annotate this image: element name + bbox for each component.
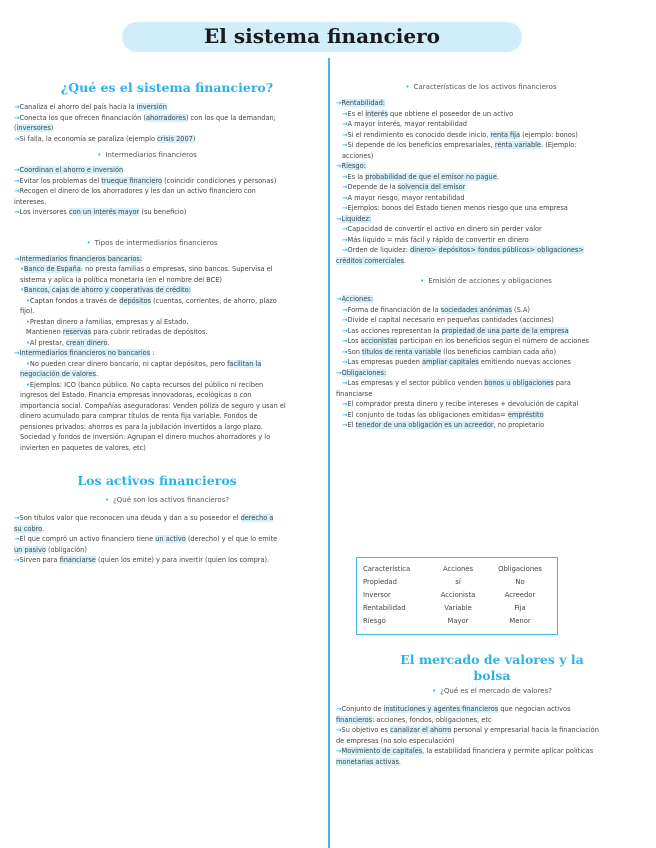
arrow-icon: → bbox=[14, 134, 20, 143]
table-cell: Propiedad bbox=[363, 577, 397, 586]
subsection-heading: • ¿Qué son los activos financieros? bbox=[104, 496, 230, 504]
right-column-bottom bbox=[336, 652, 648, 767]
arrow-icon: → bbox=[342, 400, 348, 408]
line-text: Ejemplos: bonos del Estado tienen menos riesgo que una empresa bbox=[347, 204, 568, 212]
text-line bbox=[336, 399, 648, 410]
line-text: (derecho) y el que lo emite bbox=[185, 535, 278, 543]
text-line bbox=[336, 347, 648, 358]
line-text: dinero acumulado para comprar títulos de renta fija variable. Fondos de bbox=[20, 412, 258, 420]
right-column bbox=[336, 82, 648, 431]
line-text: (S.A) bbox=[511, 305, 530, 314]
highlighted-text: inversión bbox=[136, 103, 167, 111]
line-text: Prestan dinero a familias, empresas y al Estado. bbox=[29, 317, 189, 326]
line-text: ( bbox=[14, 124, 17, 132]
line-text: . bbox=[496, 172, 499, 181]
highlighted-text: Obligaciones: bbox=[341, 368, 387, 377]
line-text: Divide el capital necesario en pequeñas cantidades (acciones) bbox=[347, 316, 554, 324]
arrow-icon: • bbox=[26, 317, 30, 326]
highlighted-text: instituciones y agentes financieros bbox=[383, 705, 499, 713]
line-text: Forma de financiación de la bbox=[347, 305, 441, 314]
section-body bbox=[14, 254, 320, 454]
arrow-icon: → bbox=[14, 187, 20, 195]
text-line bbox=[336, 294, 648, 305]
table-cell: No bbox=[515, 577, 525, 586]
highlighted-text: con un interés mayor bbox=[68, 208, 140, 216]
text-line bbox=[336, 704, 648, 715]
highlighted-text: empréstito bbox=[507, 410, 544, 419]
line-text: Los bbox=[347, 337, 361, 345]
text-line bbox=[336, 214, 648, 225]
bullet-icon: • bbox=[420, 277, 425, 285]
arrow-icon: → bbox=[342, 410, 348, 419]
section-heading: Los activos financieros bbox=[77, 473, 237, 488]
line-text: Si falla, la economía se paraliza (ejemplo bbox=[19, 134, 158, 143]
text-line bbox=[14, 254, 320, 265]
text-line bbox=[14, 113, 320, 124]
arrow-icon: → bbox=[342, 225, 348, 233]
line-text: Sirven para bbox=[19, 556, 60, 564]
text-line bbox=[14, 123, 320, 134]
line-text: Canaliza el ahorro del país hacia la bbox=[19, 103, 137, 111]
line-text: . bbox=[42, 524, 45, 533]
arrow-icon: → bbox=[342, 347, 348, 356]
text-line bbox=[14, 390, 320, 401]
arrow-icon: → bbox=[14, 208, 20, 216]
text-line bbox=[336, 140, 648, 151]
table-cell: Menor bbox=[509, 616, 531, 625]
text-line bbox=[336, 357, 648, 368]
text-line bbox=[14, 176, 320, 187]
arrow-icon: → bbox=[336, 368, 342, 377]
arrow-icon: → bbox=[14, 113, 20, 122]
section-body bbox=[336, 294, 648, 431]
highlighted-text: Rentabilidad: bbox=[341, 99, 385, 107]
line-text: . (Ejemplo: bbox=[541, 141, 577, 149]
line-text: : bbox=[150, 349, 155, 357]
highlighted-text: reservas bbox=[62, 328, 92, 336]
highlighted-text: sociedades anónimas bbox=[440, 305, 512, 314]
section-body bbox=[336, 98, 648, 266]
table-cell: Acciones bbox=[442, 564, 474, 573]
text-line bbox=[14, 348, 320, 359]
text-line bbox=[14, 359, 320, 370]
highlighted-text: Acciones: bbox=[341, 295, 373, 303]
line-text: Son títulos valor que reconocen una deuda y dan a su poseedor el bbox=[19, 514, 241, 522]
arrow-icon: • bbox=[26, 296, 30, 305]
arrow-icon: • bbox=[26, 359, 30, 368]
line-text: El conjunto de todas las obligaciones emitidas= bbox=[347, 410, 508, 419]
highlighted-text: ahorradores bbox=[146, 113, 186, 122]
text-line bbox=[14, 197, 320, 208]
table-cell: Rentabilidad bbox=[363, 603, 406, 612]
highlighted-text: probabilidad de que el emisor no pague bbox=[365, 172, 497, 181]
arrow-icon: → bbox=[342, 358, 348, 366]
line-text: ingresos del Estado. Financia empresas innovadoras, ecológicas o con bbox=[20, 391, 252, 399]
arrow-icon: • bbox=[26, 338, 30, 347]
bullet-icon: • bbox=[86, 238, 91, 247]
text-line bbox=[336, 389, 648, 400]
table-row bbox=[363, 601, 551, 614]
highlighted-text: un activo bbox=[155, 535, 186, 543]
arrow-icon: → bbox=[342, 337, 348, 345]
line-text: Es el bbox=[347, 109, 366, 118]
highlighted-text: accionistas bbox=[360, 337, 398, 345]
line-text: Mantienen bbox=[26, 328, 63, 336]
line-text: emitiendo nuevas acciones bbox=[478, 358, 571, 366]
highlighted-text: facilitan la bbox=[227, 359, 262, 368]
highlighted-text: crean dinero bbox=[66, 338, 108, 347]
line-text: (ejemplo: bonos) bbox=[520, 130, 578, 139]
text-line bbox=[14, 369, 320, 380]
comparison-table bbox=[356, 557, 558, 635]
line-text: Más líquido = más fácil y rápido de convertir en dinero bbox=[347, 235, 529, 244]
text-line bbox=[336, 161, 648, 172]
arrow-icon: → bbox=[342, 141, 348, 149]
arrow-icon: → bbox=[342, 235, 348, 244]
text-line bbox=[14, 186, 320, 197]
text-line bbox=[14, 380, 320, 391]
arrow-icon: → bbox=[342, 183, 348, 191]
highlighted-text: depósitos bbox=[119, 296, 152, 305]
line-text: Evitar los problemas del bbox=[19, 176, 102, 185]
highlighted-text: su cobro bbox=[14, 524, 43, 533]
line-text: Conjunto de bbox=[341, 705, 384, 713]
line-text: : acciones, fondos, obligaciones, etc bbox=[372, 715, 492, 724]
highlighted-text: créditos comerciales bbox=[336, 256, 404, 265]
arrow-icon: → bbox=[14, 514, 20, 522]
arrow-icon: → bbox=[342, 326, 348, 335]
line-text: (su beneficio) bbox=[139, 208, 187, 216]
arrow-icon: → bbox=[336, 214, 342, 223]
line-text: que obtiene el poseedor de un activo bbox=[387, 109, 514, 118]
arrow-icon: • bbox=[20, 265, 24, 273]
line-text: financiarse bbox=[336, 389, 373, 398]
section-body bbox=[336, 704, 648, 767]
table-cell: Variable bbox=[444, 603, 472, 612]
line-text: Su objetivo es bbox=[341, 726, 391, 734]
arrow-icon: → bbox=[14, 176, 20, 185]
section-body bbox=[14, 513, 320, 566]
text-line bbox=[14, 545, 320, 556]
line-text: Si el rendimiento es conocido desde inicio, bbox=[347, 130, 491, 139]
arrow-icon: → bbox=[342, 316, 348, 324]
highlighted-text: interés bbox=[365, 109, 388, 118]
line-text: El comprador presta dinero y recibe intereses + devolución de capital bbox=[347, 400, 579, 408]
highlighted-text: Movimiento de capitales bbox=[341, 747, 423, 755]
arrow-icon: → bbox=[342, 109, 348, 118]
line-text: ) bbox=[50, 124, 54, 132]
text-line bbox=[336, 224, 648, 235]
table-row bbox=[363, 614, 551, 627]
line-text: Conecta los que ofrecen financiación ( bbox=[19, 113, 146, 122]
text-line bbox=[14, 411, 320, 422]
line-text: No pueden crear dinero bancario, ni captar depósitos, pero bbox=[29, 359, 228, 368]
text-line bbox=[336, 182, 648, 193]
text-line bbox=[14, 264, 320, 275]
text-line bbox=[336, 315, 648, 326]
highlighted-text: Banco de España bbox=[23, 265, 81, 273]
text-line bbox=[14, 443, 320, 454]
arrow-icon: → bbox=[342, 130, 348, 139]
text-line bbox=[336, 746, 648, 757]
subsection-heading: • Características de los activos financieros bbox=[405, 83, 557, 91]
arrow-icon: → bbox=[14, 103, 20, 111]
line-text: intereses. bbox=[14, 197, 47, 206]
subsection-heading: • Intermediarios financieros bbox=[97, 151, 197, 159]
text-line bbox=[336, 98, 648, 109]
text-line bbox=[336, 203, 648, 214]
line-text: fijo). bbox=[20, 307, 35, 315]
text-line bbox=[14, 165, 320, 176]
arrow-icon: → bbox=[342, 379, 348, 387]
line-text: importancia social. Compañías aseguradoras: Venden póliza de seguro y usan el bbox=[20, 401, 286, 410]
highlighted-text: bonos u obligaciones bbox=[484, 379, 554, 387]
text-line bbox=[336, 172, 648, 183]
section-body bbox=[14, 102, 320, 144]
text-line bbox=[336, 193, 648, 204]
text-line bbox=[14, 401, 320, 412]
text-line bbox=[14, 534, 320, 545]
text-line bbox=[14, 422, 320, 433]
text-line bbox=[336, 715, 648, 726]
line-text: (los beneficios cambian cada año) bbox=[441, 347, 557, 356]
line-text: Ejemplos: ICO (banco público. No capta recursos del público ni reciben bbox=[29, 380, 264, 389]
text-line bbox=[14, 513, 320, 524]
highlighted-text: inversores bbox=[16, 124, 51, 132]
highlighted-text: Intermediarios financieros no bancarios bbox=[19, 349, 151, 357]
text-line bbox=[14, 285, 320, 296]
line-text: , la estabilidad financiera y permite aplicar políticas bbox=[422, 747, 594, 755]
line-text: Al prestar, bbox=[29, 338, 67, 347]
line-text: El bbox=[347, 421, 356, 429]
text-line bbox=[336, 305, 648, 316]
highlighted-text: negociación de valores bbox=[20, 370, 96, 378]
highlighted-text: Liquidez: bbox=[341, 214, 372, 223]
arrow-icon: → bbox=[336, 162, 342, 170]
text-line bbox=[336, 130, 648, 141]
line-text: Son bbox=[347, 347, 363, 356]
text-line bbox=[14, 207, 320, 218]
table-cell: Inversor bbox=[363, 590, 391, 599]
bullet-icon: • bbox=[432, 687, 437, 695]
section-heading: ¿Qué es el sistema financiero? bbox=[60, 80, 274, 95]
comparison-table-grid bbox=[363, 562, 551, 627]
line-text: invierten en paquetes de valores, etc) bbox=[20, 443, 146, 452]
text-line bbox=[14, 306, 320, 317]
text-line bbox=[14, 296, 320, 307]
line-text: Recogen el dinero de los ahorradores y les dan un activo financiero con bbox=[19, 187, 256, 195]
text-line bbox=[14, 327, 320, 338]
line-text: . bbox=[398, 757, 402, 766]
text-line bbox=[336, 151, 648, 162]
text-line bbox=[336, 235, 648, 246]
line-text: A mayor riesgo, mayor rentabilidad bbox=[347, 193, 465, 202]
arrow-icon: → bbox=[342, 193, 348, 202]
text-line bbox=[336, 336, 648, 347]
line-text: ) con los que la demandan; bbox=[185, 113, 276, 122]
highlighted-text: tenedor de una obligación es un acreedor bbox=[355, 421, 494, 429]
arrow-icon: → bbox=[342, 204, 348, 212]
text-line bbox=[14, 555, 320, 566]
text-line bbox=[14, 432, 320, 443]
highlighted-text: monetarias activas bbox=[336, 757, 399, 766]
table-row bbox=[363, 575, 551, 588]
section-heading-line2: bolsa bbox=[473, 668, 511, 683]
arrow-icon: • bbox=[26, 380, 30, 389]
highlighted-text: un pasivo bbox=[14, 545, 46, 554]
line-text: (cuentas, corrientes, de ahorro, plazo bbox=[151, 296, 277, 305]
line-text: pensiones privados: ahorros es para la jubilación invertidos a largo plazo. bbox=[20, 422, 263, 431]
arrow-icon: → bbox=[336, 747, 342, 755]
highlighted-text: Bancos, cajas de ahorro y cooperativas de crédito: bbox=[23, 286, 191, 294]
section-heading: El mercado de valores y la bbox=[400, 652, 584, 667]
highlighted-text: financiarse bbox=[59, 556, 96, 564]
arrow-icon: → bbox=[342, 305, 348, 314]
subsection-heading: • ¿Qué es el mercado de valores? bbox=[432, 687, 552, 695]
arrow-icon: → bbox=[336, 295, 342, 303]
table-cell: Característica bbox=[363, 564, 411, 573]
highlighted-text: crisis 2007 bbox=[157, 134, 193, 143]
line-text: de empresas (no solo especulación) bbox=[336, 736, 455, 745]
text-line bbox=[336, 109, 648, 120]
arrow-icon: → bbox=[342, 246, 348, 254]
arrow-icon: → bbox=[14, 166, 20, 174]
highlighted-text: ampliar capitales bbox=[422, 358, 479, 366]
highlighted-text: derecho a bbox=[240, 514, 274, 522]
line-text: Sociedad y fondos de inversión: Agrupan el dinero muchos ahorradores y lo bbox=[20, 433, 271, 441]
table-cell: Mayor bbox=[447, 616, 469, 625]
line-text: Depende de la bbox=[347, 183, 398, 191]
line-text: acciones) bbox=[342, 151, 374, 160]
text-line bbox=[336, 736, 648, 747]
text-line bbox=[336, 378, 648, 389]
line-text: Capacidad de convertir el activo en dinero sin perder valor bbox=[347, 225, 542, 233]
line-text: participan en los beneficios según el número de acciones bbox=[397, 337, 589, 345]
text-line bbox=[336, 326, 648, 337]
line-text: A mayor interés, mayor rentabilidad bbox=[347, 120, 467, 128]
highlighted-text: financieros bbox=[336, 715, 373, 724]
table-cell: Fija bbox=[514, 603, 526, 612]
subsection-heading: • Emisión de acciones y obligaciones bbox=[420, 277, 552, 285]
arrow-icon: → bbox=[336, 99, 342, 107]
line-text: Los inversores bbox=[19, 208, 69, 216]
text-line bbox=[336, 757, 648, 768]
arrow-icon: → bbox=[336, 726, 342, 734]
line-text: (coincidir condiciones y personas) bbox=[162, 176, 277, 185]
bullet-icon: • bbox=[97, 151, 102, 159]
highlighted-text: títulos de renta variable bbox=[362, 347, 442, 356]
line-text: para cubrir retiradas de depósitos. bbox=[91, 328, 208, 336]
highlighted-text: trueque financiero bbox=[101, 176, 163, 185]
arrow-icon: → bbox=[342, 120, 348, 128]
text-line bbox=[336, 725, 648, 736]
arrow-icon: → bbox=[336, 705, 342, 713]
highlighted-text: solvencia del emisor bbox=[397, 183, 466, 191]
table-row bbox=[363, 562, 551, 575]
text-line bbox=[14, 524, 320, 535]
table-cell: sí bbox=[455, 577, 461, 586]
page-title: El sistema financiero bbox=[204, 24, 440, 48]
line-text: . bbox=[107, 338, 110, 347]
arrow-icon: → bbox=[14, 349, 20, 357]
text-line bbox=[336, 245, 648, 256]
highlighted-text: canalizar el ahorro bbox=[390, 726, 452, 734]
line-text: , no propietario bbox=[493, 421, 545, 429]
text-line bbox=[14, 102, 320, 113]
line-text: sistema y aplica la política monetaria (en el nombre del BCE) bbox=[20, 275, 222, 284]
section-body bbox=[14, 165, 320, 218]
text-line bbox=[14, 338, 320, 349]
subsection-heading: • Tipos de intermediarios financieros bbox=[86, 238, 218, 247]
line-text: Las empresas pueden bbox=[347, 358, 423, 366]
text-line bbox=[336, 119, 648, 130]
table-cell: Accionista bbox=[440, 590, 476, 599]
line-text: que negocian activos bbox=[498, 705, 571, 713]
line-text: personal y empresarial hacia la financiación bbox=[451, 726, 599, 734]
line-text: : no presta familias o empresas, sino bancos. Supervisa el bbox=[80, 265, 273, 273]
line-text: Si depende de los beneficios empresariales, bbox=[347, 141, 495, 149]
highlighted-text: renta fija bbox=[490, 130, 520, 139]
text-line bbox=[336, 256, 648, 267]
bullet-icon: • bbox=[104, 496, 110, 504]
table-row bbox=[363, 588, 551, 601]
highlighted-text: Intermediarios financieros bancarios: bbox=[19, 254, 143, 263]
text-line bbox=[14, 134, 320, 145]
line-text: ) bbox=[192, 134, 196, 143]
line-text: . bbox=[403, 256, 407, 265]
line-text: (obligación) bbox=[45, 545, 87, 554]
arrow-icon: → bbox=[342, 421, 348, 429]
bullet-icon: • bbox=[405, 83, 410, 91]
arrow-icon: → bbox=[342, 172, 348, 181]
highlighted-text: propiedad de una parte de la empresa bbox=[441, 326, 569, 335]
line-text: Es la bbox=[347, 172, 366, 181]
highlighted-text: Coordinan el ahorro e inversión bbox=[19, 166, 124, 174]
text-line bbox=[14, 317, 320, 328]
highlighted-text: dinero> depósitos> fondos públicos> obligaciones> bbox=[410, 246, 584, 254]
table-cell: Obligaciones bbox=[498, 564, 542, 573]
text-line bbox=[14, 275, 320, 286]
left-column bbox=[14, 80, 320, 566]
line-text: para bbox=[553, 379, 571, 387]
column-divider bbox=[328, 58, 330, 848]
arrow-icon: → bbox=[14, 556, 20, 564]
line-text: Las acciones representan la bbox=[347, 326, 442, 335]
highlighted-text: renta variable bbox=[494, 141, 542, 149]
arrow-icon: → bbox=[14, 254, 20, 263]
line-text: Orden de liquidez: bbox=[347, 246, 411, 254]
text-line bbox=[336, 410, 648, 421]
line-text: (quien los emite) y para invertir (quien los compra). bbox=[95, 556, 270, 564]
line-text: . bbox=[95, 370, 99, 378]
arrow-icon: → bbox=[14, 535, 20, 543]
arrow-icon: • bbox=[20, 286, 24, 294]
text-line bbox=[336, 368, 648, 379]
table-cell: Riesgo bbox=[363, 616, 386, 625]
line-text: Captan fondos a través de bbox=[29, 296, 120, 305]
line-text: El que compró un activo financiero tiene bbox=[19, 535, 156, 543]
highlighted-text: Riesgo: bbox=[341, 162, 366, 170]
text-line bbox=[336, 420, 648, 431]
line-text: Las empresas y el sector público venden bbox=[347, 379, 485, 387]
table-cell: Acreedor bbox=[504, 590, 536, 599]
